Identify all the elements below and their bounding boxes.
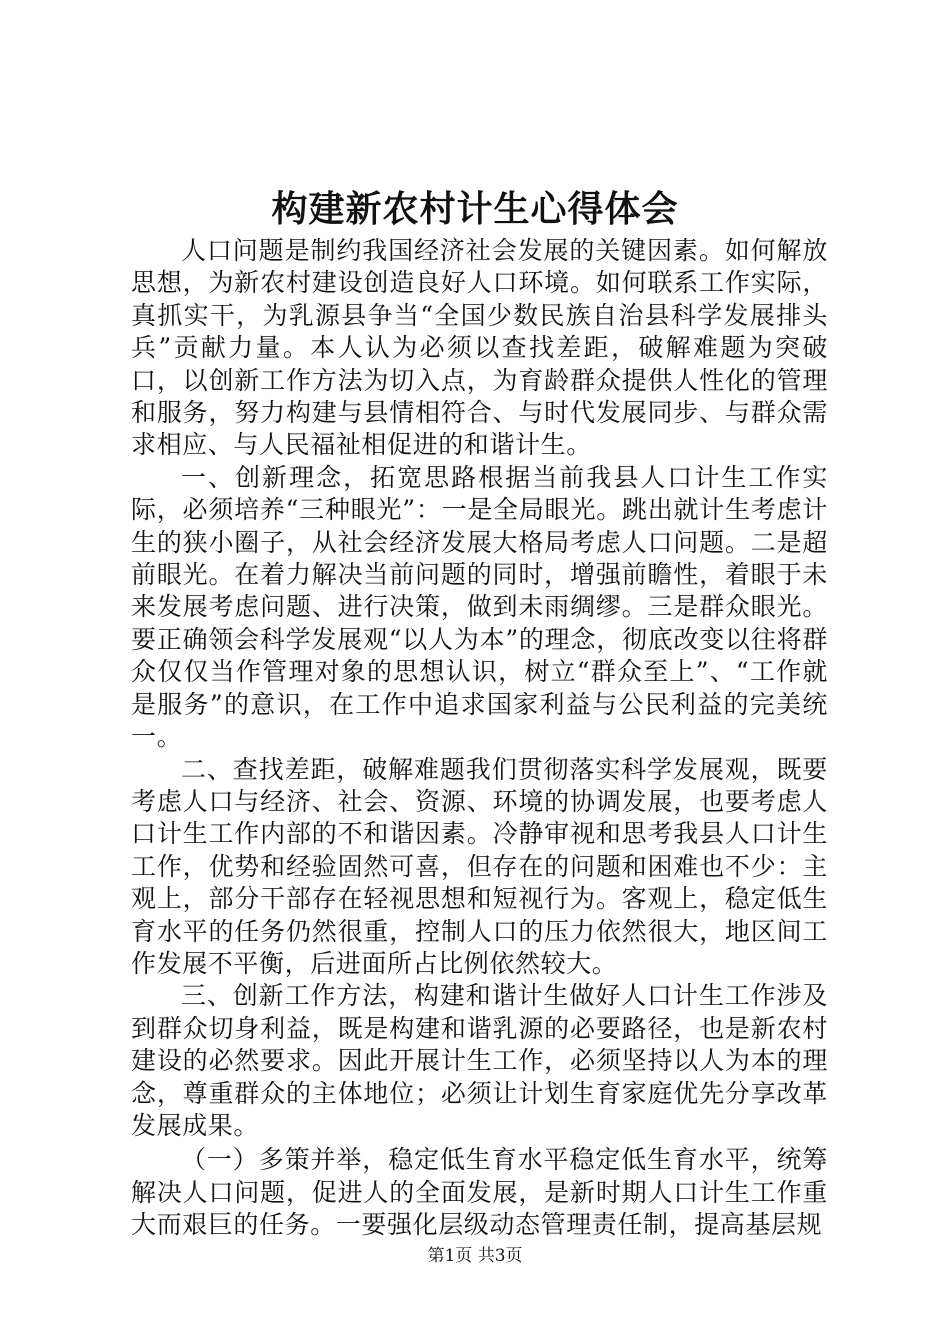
paragraph-section-2: 二、查找差距，破解难题我们贯彻落实科学发展观，既要考虑人口与经济、社会、资源、环境的协调发展，也要考虑人口计生工作内部的不和谐因素。冷静审视和思考我县人口计生工作，优势和经验固然可喜，但存在的问题和困难也不少：主观上，部分干部存在轻视思想和短视行为。客观上，稳定低生育水平的任务仍然很重，控制人口的压力依然很大，地区间工作发展不平衡，后进面所占比例依然较大。 xyxy=(131,754,828,978)
paragraph-intro: 人口问题是制约我国经济社会发展的关键因素。如何解放思想，为新农村建设创造良好人口环境。如何联系工作实际，真抓实干，为乳源县争当“全国少数民族自治县科学发展排头兵”贡献力量。本人认为必须以查找差距，破解难题为突破口，以创新工作方法为切入点，为育龄群众提供人性化的管理和服务，努力构建与县情相符合、与时代发展同步、与群众需求相应、与人民福祉相促进的和谐计生。 xyxy=(131,236,828,460)
page-footer: 第1页 共3页 xyxy=(427,1246,523,1266)
document-title: 构建新农村计生心得体会 xyxy=(271,188,679,230)
paragraph-subsection-1: （一）多策并举，稳定低生育水平稳定低生育水平，统筹解决人口问题，促进人的全面发展，是新时期人口计生工作重大而艰巨的任务。一要强化层级动态管理责任制，提高基层规 xyxy=(131,1145,828,1240)
paragraph-section-1: 一、创新理念，拓宽思路根据当前我县人口计生工作实际，必须培养“三种眼光”：一是全局眼光。跳出就计生考虑计生的狭小圈子，从社会经济发展大格局考虑人口问题。二是超前眼光。在着力解决当前问题的同时，增强前瞻性，着眼于未来发展考虑问题、进行决策，做到未雨绸缪。三是群众眼光。要正确领会科学发展观“以人为本”的理念，彻底改变以往将群众仅仅当作管理对象的思想认识，树立“群众至上”、“工作就是服务”的意识，在工作中追求国家利益与公民利益的完美统一。 xyxy=(131,462,828,752)
paragraph-section-3: 三、创新工作方法，构建和谐计生做好人口计生工作涉及到群众切身利益，既是构建和谐乳源的必要路径，也是新农村建设的必然要求。因此开展计生工作，必须坚持以人为本的理念，尊重群众的主体地位；必须让计划生育家庭优先分享改革发展成果。 xyxy=(131,981,828,1140)
document-body xyxy=(131,235,828,1242)
